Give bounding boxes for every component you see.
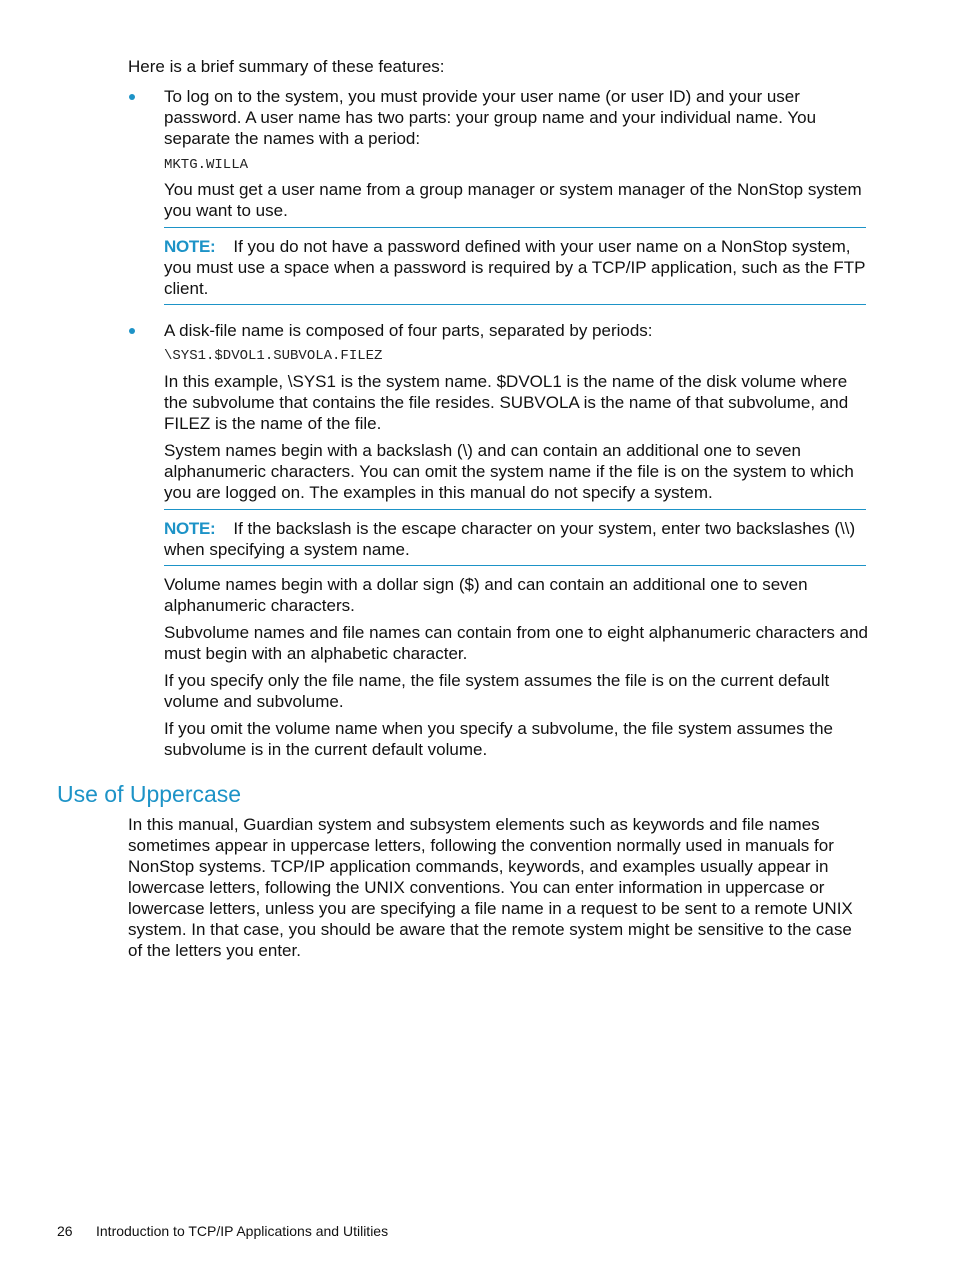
bullet2-para5: If you specify only the file name, the file system assumes the file is on the current default volume and subvolume. (164, 671, 830, 711)
bullet1-text: To log on to the system, you must provide your user name (or user ID) and your user password. A user name has two parts: your group name and your individual name. You separate the names with a period: (164, 87, 817, 148)
bullet2-para2: System names begin with a backslash (\) and can contain an additional one to seven alphanumeric characters. You can omit the system name if the file is on the system to which you are logged on. The examples in this manual do not specify a system. (164, 441, 854, 502)
page-number: 26 (57, 1223, 73, 1239)
bullet2-para6: If you omit the volume name when you specify a subvolume, the file system assumes the subvolume is in the current default volume. (164, 719, 833, 759)
note2-bottom-rule (164, 565, 866, 566)
note2-top-rule (164, 509, 866, 510)
bullet2-para3: Volume names begin with a dollar sign ($) and can contain an additional one to seven alphanumeric characters. (164, 575, 808, 615)
bullet2-text: A disk-file name is composed of four parts, separated by periods: (164, 321, 653, 340)
note2-label: NOTE: (164, 519, 216, 538)
bullet2-para1: In this example, \SYS1 is the system name. $DVOL1 is the name of the disk volume where the subvolume that contains the file resides. SUBVOLA is the name of that subvolume, and FILEZ is the name of the file. (164, 372, 849, 433)
section-heading: Use of Uppercase (57, 781, 242, 807)
footer-title: Introduction to TCP/IP Applications and Utilities (96, 1223, 389, 1239)
note1-bottom-rule (164, 304, 866, 305)
bullet1-followup: You must get a user name from a group manager or system manager of the NonStop system you want to use. (164, 180, 862, 220)
bullet2-para4: Subvolume names and file names can contain from one to eight alphanumeric characters and must begin with an alphabetic character. (164, 623, 869, 663)
note1-top-rule (164, 227, 866, 228)
note2-text: If the backslash is the escape character on your system, enter two backslashes (\\) when specifying a system name. (164, 519, 856, 559)
bullet2-code: \SYS1.$DVOL1.SUBVOLA.FILEZ (164, 348, 383, 364)
note1-label: NOTE: (164, 237, 216, 256)
bullet1-code: MKTG.WILLA (164, 157, 249, 173)
intro-text: Here is a brief summary of these features: (128, 57, 445, 76)
note1 (164, 236, 868, 299)
section-body: In this manual, Guardian system and subsystem elements such as keywords and file names sometimes appear in uppercase letters, following the convention normally used in manuals for NonStop systems. TCP/IP application commands, keywords, and examples usually appear in lowercase letters, following the UNIX conventions. You can enter information in uppercase or lowercase letters, unless you are specifying a file name in a request to be sent to a remote UNIX system. In that case, you should be aware that the remote system might be sensitive to the case of the letters you enter. (128, 815, 853, 960)
bullet-icon (129, 94, 135, 100)
note1-text: If you do not have a password defined with your user name on a NonStop system, you must use a space when a password is required by a TCP/IP application, such as the FTP client. (164, 237, 866, 298)
bullet-icon (129, 328, 135, 334)
note2 (164, 518, 868, 560)
